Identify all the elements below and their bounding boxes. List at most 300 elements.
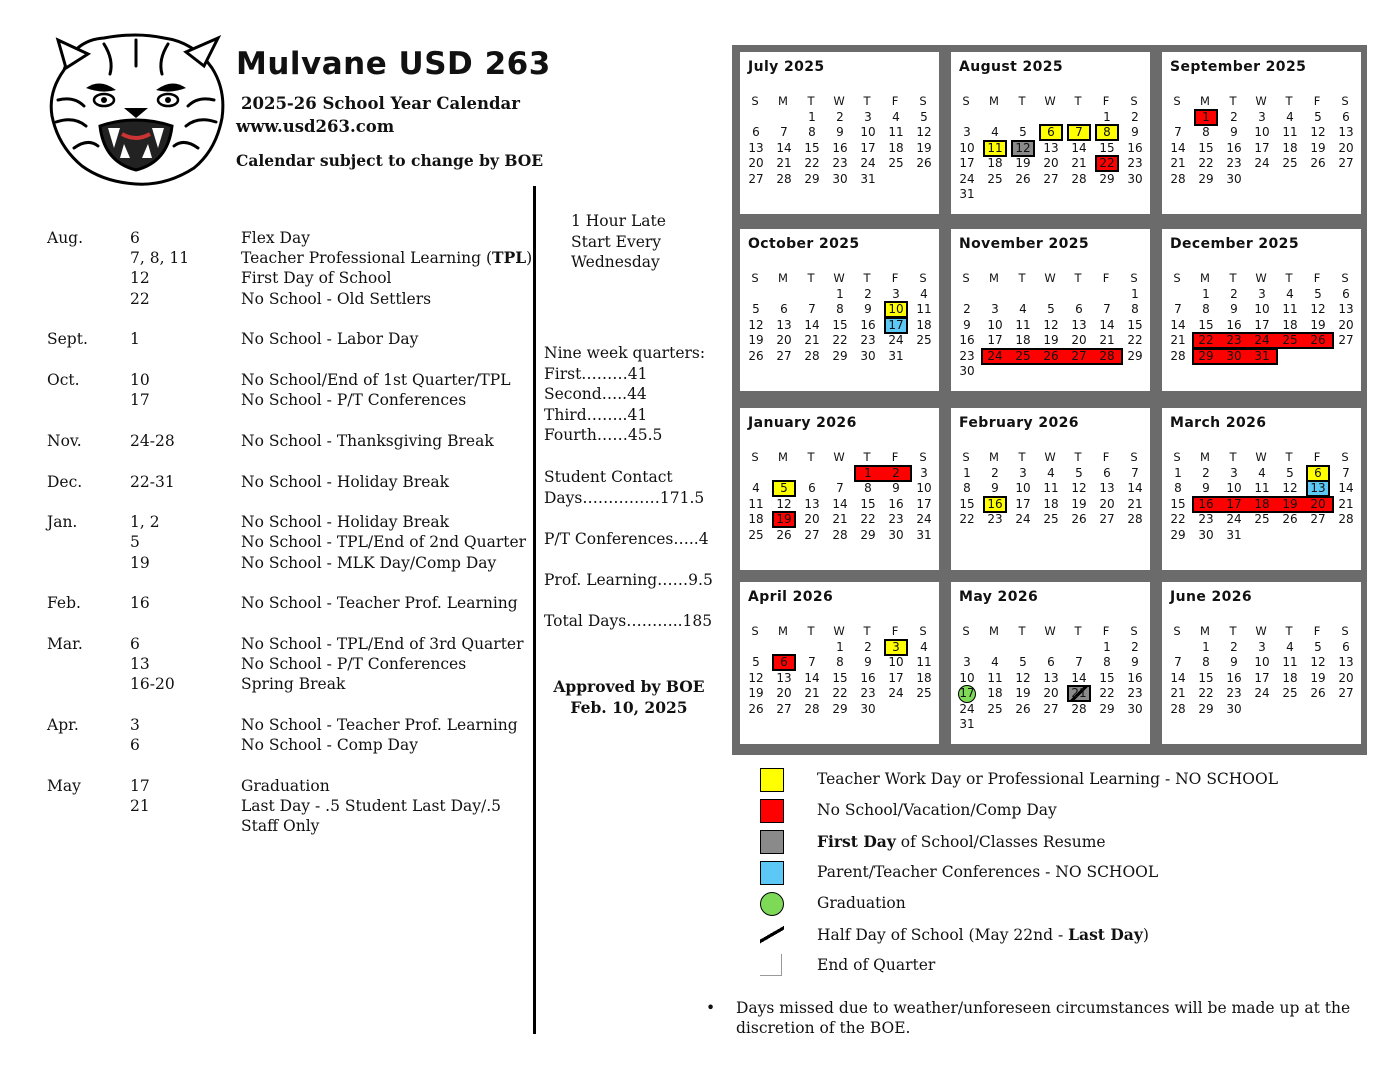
late-start-note <box>571 211 666 273</box>
approval-line: Approved by BOE <box>553 677 705 696</box>
calendar-day: 8 <box>1202 125 1210 140</box>
calendar-day: 1 <box>1174 466 1182 480</box>
calendar-day: 29 <box>1170 527 1186 542</box>
calendar-day: 3 <box>864 110 872 124</box>
calendar-day: 19 <box>1043 333 1059 348</box>
calendar-day: 23 <box>1226 686 1242 701</box>
event-description: No School - P/T Conferences <box>241 391 467 410</box>
calendar-day: 9 <box>864 655 872 670</box>
event-date: 7, 8, 11 <box>130 249 190 268</box>
event-description: Flex Day <box>241 229 310 247</box>
calendar-day: 4 <box>1286 287 1294 301</box>
calendar-day: 12 <box>1043 317 1059 332</box>
weekday-header: S <box>1130 624 1138 638</box>
calendar-day: 5 <box>752 655 760 670</box>
legend-label <box>817 925 1149 944</box>
weekday-header: M <box>989 94 999 108</box>
calendar-day: 6 <box>1342 640 1350 654</box>
weekday-header: T <box>1074 271 1082 285</box>
calendar-day: 22 <box>804 156 820 171</box>
month-calendar <box>951 408 1150 570</box>
calendar-day: 4 <box>892 110 900 124</box>
calendar-day: 30 <box>860 701 876 716</box>
weekday-header: S <box>1173 94 1181 108</box>
month-calendar <box>740 229 939 391</box>
calendar-day: 18 <box>748 512 764 527</box>
calendar-day: 16 <box>832 140 848 155</box>
calendar-day: 26 <box>1071 512 1087 527</box>
calendar-day: 29 <box>1127 348 1143 363</box>
weekday-header: T <box>1018 450 1026 464</box>
calendar-day: 23 <box>1127 686 1143 701</box>
calendar-day: 12 <box>1310 655 1326 670</box>
calendar-day: 21 <box>1170 156 1186 171</box>
calendar-day: 10 <box>959 140 975 155</box>
month-name: November 2025 <box>959 236 1090 252</box>
calendar-day: 5 <box>1286 466 1294 480</box>
calendar-day: 27 <box>1043 171 1059 186</box>
calendar-day: 9 <box>1131 125 1139 140</box>
calendar-day: 1 <box>1103 110 1111 124</box>
calendar-day: 5 <box>1075 466 1083 480</box>
calendar-day: 4 <box>991 655 999 670</box>
calendar-day: 4 <box>1286 640 1294 654</box>
calendar-day: 27 <box>776 348 792 363</box>
event-row <box>47 735 537 755</box>
calendar-day: 28 <box>1127 512 1143 527</box>
calendar-day: 29 <box>804 171 820 186</box>
event-description: No School - Teacher Prof. Learning <box>241 594 518 613</box>
calendar-day: 6 <box>1047 655 1055 670</box>
calendar-day: 17 <box>959 156 975 171</box>
weekday-header: S <box>919 94 927 108</box>
prof-learning: Prof. Learning……9.5 <box>544 571 713 589</box>
calendar-day: 4 <box>991 125 999 140</box>
calendar-day: 13 <box>776 317 792 332</box>
calendar-day: 19 <box>748 686 764 701</box>
calendar-day: 19 <box>1015 686 1031 701</box>
calendar-day: 5 <box>1314 287 1322 301</box>
calendar-day: 6 <box>1307 466 1329 481</box>
calendar-day: 5 <box>1314 110 1322 124</box>
calendar-day: 25 <box>916 686 932 701</box>
event-month: Oct. <box>47 370 80 389</box>
weekday-header: S <box>919 624 927 638</box>
calendar-day: 12 <box>1015 670 1031 685</box>
tiger-logo-icon <box>44 30 229 186</box>
calendar-day: 4 <box>1258 466 1266 480</box>
calendar-day: 20 <box>748 156 764 171</box>
calendar-day: 1 <box>963 466 971 480</box>
weekday-header: T <box>807 450 815 464</box>
calendar-day: 23 <box>959 348 975 363</box>
legend-label: Parent/Teacher Conferences - NO SCHOOL <box>817 863 1159 881</box>
calendar-day: 26 <box>1043 348 1059 363</box>
calendar-day: 9 <box>1230 655 1238 670</box>
calendar-day: 25 <box>748 527 764 542</box>
calendar-day: 15 <box>1099 140 1115 155</box>
weekday-header: T <box>1285 94 1293 108</box>
calendar-day: 8 <box>864 481 872 496</box>
calendar-day: 9 <box>1202 481 1210 496</box>
calendar-day: 2 <box>892 466 900 480</box>
calendar-day: 30 <box>1226 701 1242 716</box>
weekday-header: S <box>751 271 759 285</box>
calendar-day: 23 <box>860 686 876 701</box>
calendar-day: 27 <box>1310 512 1326 527</box>
weekday-header: T <box>807 624 815 638</box>
calendar-day: 28 <box>1170 171 1186 186</box>
calendar-day: 10 <box>1015 481 1031 496</box>
month-calendar <box>740 582 939 744</box>
calendar-day: 6 <box>1342 287 1350 301</box>
calendar-day: 10 <box>860 125 876 140</box>
calendar-day: 17 <box>1015 496 1031 511</box>
calendar-day: 21 <box>1099 333 1115 348</box>
quarters-title: Nine week quarters: <box>544 344 706 362</box>
calendar-day: 10 <box>987 317 1003 332</box>
calendar-day: 17 <box>860 140 876 155</box>
calendar-day: 23 <box>1198 512 1214 527</box>
calendar-day: 18 <box>1282 670 1298 685</box>
calendar-day: 2 <box>1131 640 1139 654</box>
weekday-header: S <box>1173 624 1181 638</box>
calendar-day: 16 <box>860 317 876 332</box>
event-row <box>47 370 537 390</box>
calendar-day: 20 <box>776 686 792 701</box>
calendar-day: 29 <box>832 701 848 716</box>
event-date: 17 <box>130 391 150 410</box>
calendar-day: 16 <box>1198 496 1214 511</box>
calendar-day: 11 <box>1043 481 1059 496</box>
calendar-day: 4 <box>1286 110 1294 124</box>
weekday-header: M <box>989 450 999 464</box>
event-row <box>47 532 537 552</box>
weekday-header: M <box>1200 94 1210 108</box>
event-group <box>47 228 537 309</box>
event-row <box>47 512 537 532</box>
graduation-circle-icon <box>760 892 784 916</box>
legend-swatch-icon <box>760 830 784 854</box>
event-date: 13 <box>130 655 150 674</box>
event-row <box>47 228 537 248</box>
weekday-header: F <box>1102 94 1110 108</box>
weekday-header: S <box>1130 271 1138 285</box>
calendar-day: 14 <box>1071 670 1087 685</box>
notice-text: Calendar subject to change by BOE <box>236 151 544 170</box>
calendar-day: 30 <box>1127 701 1143 716</box>
calendar-day: 6 <box>1103 466 1111 480</box>
calendar-day: 4 <box>920 640 928 654</box>
pt-conferences: P/T Conferences…..4 <box>544 530 709 548</box>
weekday-header: T <box>807 94 815 108</box>
calendar-day: 12 <box>1310 302 1326 317</box>
calendar-day: 6 <box>1075 302 1083 317</box>
calendar-day: 23 <box>1226 333 1242 348</box>
calendar-day: 26 <box>1015 171 1031 186</box>
calendar-day: 27 <box>1099 512 1115 527</box>
calendar-day: 26 <box>776 527 792 542</box>
event-row <box>47 472 537 492</box>
weekday-header: W <box>1044 450 1056 464</box>
weekday-header: W <box>1044 94 1056 108</box>
calendar-day: 25 <box>987 171 1003 186</box>
event-description: No School - P/T Conferences <box>241 655 467 674</box>
weekday-header: W <box>833 271 845 285</box>
calendar-day: 19 <box>916 140 932 155</box>
calendar-day: 28 <box>1338 512 1354 527</box>
calendar-day: 14 <box>1170 140 1186 155</box>
calendar-day: 10 <box>1254 125 1270 140</box>
event-description: Graduation <box>241 776 330 795</box>
calendar-day: 23 <box>1226 156 1242 171</box>
event-group <box>47 472 537 492</box>
calendar-day: 19 <box>1310 140 1326 155</box>
weekday-header: F <box>1102 271 1110 285</box>
calendar-day: 21 <box>804 333 820 348</box>
calendar-day: 21 <box>1071 156 1087 171</box>
event-group <box>47 776 537 837</box>
calendar-day: 14 <box>1099 317 1115 332</box>
weekday-header: F <box>1102 624 1110 638</box>
calendar-day: 7 <box>836 481 844 496</box>
event-date: 24-28 <box>130 431 175 450</box>
calendar-day: 13 <box>748 140 764 155</box>
calendar-day: 9 <box>963 317 971 332</box>
calendar-day: 22 <box>832 686 848 701</box>
calendar-day: 16 <box>1226 317 1242 332</box>
legend-swatch-icon <box>760 768 784 792</box>
calendar-day: 1 <box>1195 110 1217 125</box>
calendar-day: 14 <box>1170 670 1186 685</box>
calendar-day: 20 <box>1310 496 1326 511</box>
month-calendar <box>1162 408 1361 570</box>
calendar-day: 22 <box>832 333 848 348</box>
event-date: 1 <box>130 330 140 349</box>
calendar-day: 27 <box>1338 156 1354 171</box>
legend-label <box>817 832 1106 851</box>
calendar-day: 15 <box>860 496 876 511</box>
calendar-day: 13 <box>776 670 792 685</box>
calendar-day: 12 <box>748 317 764 332</box>
event-month: May <box>47 776 81 795</box>
calendar-day: 15 <box>1198 317 1214 332</box>
event-date: 10 <box>130 370 150 389</box>
calendar-day: 17 <box>888 670 904 685</box>
calendar-day: 6 <box>808 481 816 496</box>
calendar-day: 19 <box>1071 496 1087 511</box>
event-row <box>47 674 537 694</box>
calendar-day: 17 <box>987 333 1003 348</box>
event-month: Mar. <box>47 634 83 653</box>
calendar-day: 3 <box>920 466 928 480</box>
calendar-day: 24 <box>959 701 975 716</box>
event-date: 3 <box>130 716 140 734</box>
late-start-line: Start Every <box>571 232 662 251</box>
calendar-day: 29 <box>1198 171 1214 186</box>
event-date: 6 <box>130 736 140 755</box>
calendar-day: 31 <box>888 348 904 363</box>
calendar-day: 7 <box>1068 125 1090 140</box>
calendar-day: 2 <box>1230 110 1238 124</box>
legend-label: Graduation <box>817 894 906 912</box>
calendar-day: 4 <box>1019 302 1027 317</box>
event-group <box>47 634 537 695</box>
calendar-day: 31 <box>1254 348 1270 363</box>
calendar-day: 15 <box>1198 670 1214 685</box>
calendar-day: 2 <box>836 110 844 124</box>
weekday-header: F <box>891 624 899 638</box>
calendar-day: 18 <box>1015 333 1031 348</box>
event-row <box>47 593 537 613</box>
page-subtitle: 2025-26 School Year Calendar <box>241 94 520 113</box>
calendar-day: 10 <box>1254 302 1270 317</box>
calendar-day: 22 <box>1170 512 1186 527</box>
footnote-text: Days missed due to weather/unforeseen circumstances will be made up at the discretion of the BOE. <box>736 999 1351 1037</box>
calendar-day: 22 <box>860 512 876 527</box>
month-calendar <box>951 582 1150 744</box>
calendar-day: 19 <box>1310 317 1326 332</box>
calendar-day: 3 <box>991 302 999 317</box>
calendar-day: 9 <box>864 302 872 317</box>
weekday-header: T <box>807 271 815 285</box>
calendar-day: 25 <box>987 701 1003 716</box>
calendar-day: 27 <box>748 171 764 186</box>
calendar-day: 22 <box>1198 333 1214 348</box>
month-calendar <box>740 52 939 214</box>
weekday-header: T <box>863 624 871 638</box>
event-row <box>47 553 537 573</box>
calendar-day: 5 <box>773 481 795 496</box>
calendar-day: 21 <box>1127 496 1143 511</box>
legend-swatch-icon <box>760 799 784 823</box>
event-month: Feb. <box>47 594 81 613</box>
event-row <box>47 431 537 451</box>
event-date: 16 <box>130 594 150 613</box>
weekday-header: T <box>1285 271 1293 285</box>
calendar-day: 24 <box>888 686 904 701</box>
calendar-day: 11 <box>888 125 904 140</box>
calendar-day: 8 <box>1202 655 1210 670</box>
event-description: No School - Labor Day <box>241 330 419 349</box>
calendar-day: 22 <box>1099 686 1115 701</box>
calendar-day: 19 <box>1310 670 1326 685</box>
weekday-header: M <box>778 94 788 108</box>
weekday-header: M <box>1200 450 1210 464</box>
event-row <box>47 289 537 309</box>
calendar-day: 2 <box>991 466 999 480</box>
contact-line: Student Contact <box>544 468 673 486</box>
calendar-day: 3 <box>963 125 971 140</box>
calendar-day: 5 <box>752 302 760 317</box>
event-desc-part: Teacher Professional Learning ( <box>241 249 493 268</box>
month-calendar <box>951 52 1150 214</box>
weekday-header: S <box>1341 271 1349 285</box>
calendar-day: 17 <box>916 496 932 511</box>
quarters-summary <box>544 343 705 446</box>
weekday-header: S <box>1130 450 1138 464</box>
calendar-day: 23 <box>888 512 904 527</box>
quarter-line: Third……..41 <box>544 405 648 424</box>
calendar-day: 10 <box>1226 481 1242 496</box>
event-row <box>47 796 537 816</box>
calendar-day: 18 <box>1254 496 1270 511</box>
calendar-day: 26 <box>916 156 932 171</box>
calendar-day: 30 <box>888 527 904 542</box>
event-description: No School - TPL/End of 3rd Quarter <box>241 634 524 653</box>
event-month: Nov. <box>47 431 82 450</box>
calendar-day: 12 <box>1012 141 1034 156</box>
calendar-day: 31 <box>959 187 975 201</box>
calendar-day: 5 <box>1019 125 1027 140</box>
calendar-day: 25 <box>1015 348 1031 363</box>
event-desc-bold: TPL <box>492 248 527 268</box>
calendar-day: 28 <box>1071 701 1087 716</box>
calendar-day: 28 <box>776 171 792 186</box>
month-name: March 2026 <box>1170 415 1267 431</box>
event-group <box>47 593 537 613</box>
calendar-day: 10 <box>1254 655 1270 670</box>
weekday-header: T <box>1074 624 1082 638</box>
calendar-day: 29 <box>860 527 876 542</box>
calendar-day: 30 <box>959 364 975 378</box>
calendar-day: 23 <box>1127 156 1143 171</box>
calendar-day: 21 <box>1338 496 1354 511</box>
calendar-day: 21 <box>804 686 820 701</box>
calendar-day: 8 <box>836 302 844 317</box>
calendar-day: 3 <box>892 287 900 301</box>
calendar-day: 4 <box>752 481 760 496</box>
calendar-day: 2 <box>1131 110 1139 124</box>
calendar-day: 7 <box>780 125 788 140</box>
weekday-header: M <box>778 450 788 464</box>
event-description: No School - Holiday Break <box>241 472 450 491</box>
calendar-day: 20 <box>804 512 820 527</box>
calendar-day: 8 <box>1202 302 1210 317</box>
calendar-day: 26 <box>748 701 764 716</box>
event-row <box>47 390 537 410</box>
weekday-header: S <box>962 271 970 285</box>
weekday-header: T <box>1229 94 1237 108</box>
calendar-day: 15 <box>1198 140 1214 155</box>
calendar-day: 28 <box>832 527 848 542</box>
calendar-day: 30 <box>1127 171 1143 186</box>
calendar-day: 31 <box>916 527 932 542</box>
weekday-header: M <box>1200 271 1210 285</box>
weekday-header: W <box>1044 271 1056 285</box>
event-description: No School - Comp Day <box>241 736 418 755</box>
calendar-day: 20 <box>1338 317 1354 332</box>
weekday-header: M <box>1200 624 1210 638</box>
calendar-day: 6 <box>773 655 795 670</box>
weekday-header: S <box>751 624 759 638</box>
calendar-day: 30 <box>1198 527 1214 542</box>
event-group <box>47 370 537 410</box>
calendar-day: 15 <box>1099 670 1115 685</box>
calendar-day: 14 <box>804 317 820 332</box>
weekday-header: W <box>1044 624 1056 638</box>
legend-label: No School/Vacation/Comp Day <box>817 801 1057 819</box>
calendar-day: 3 <box>1258 110 1266 124</box>
calendar-day: 19 <box>1282 496 1298 511</box>
event-group <box>47 715 537 755</box>
calendar-day: 3 <box>1230 466 1238 480</box>
calendar-day: 25 <box>1254 512 1270 527</box>
calendar-day: 20 <box>1099 496 1115 511</box>
calendar-day: 26 <box>1310 333 1326 348</box>
event-description: No School - Teacher Prof. Learning <box>241 716 518 734</box>
calendar-day: 7 <box>1174 655 1182 670</box>
